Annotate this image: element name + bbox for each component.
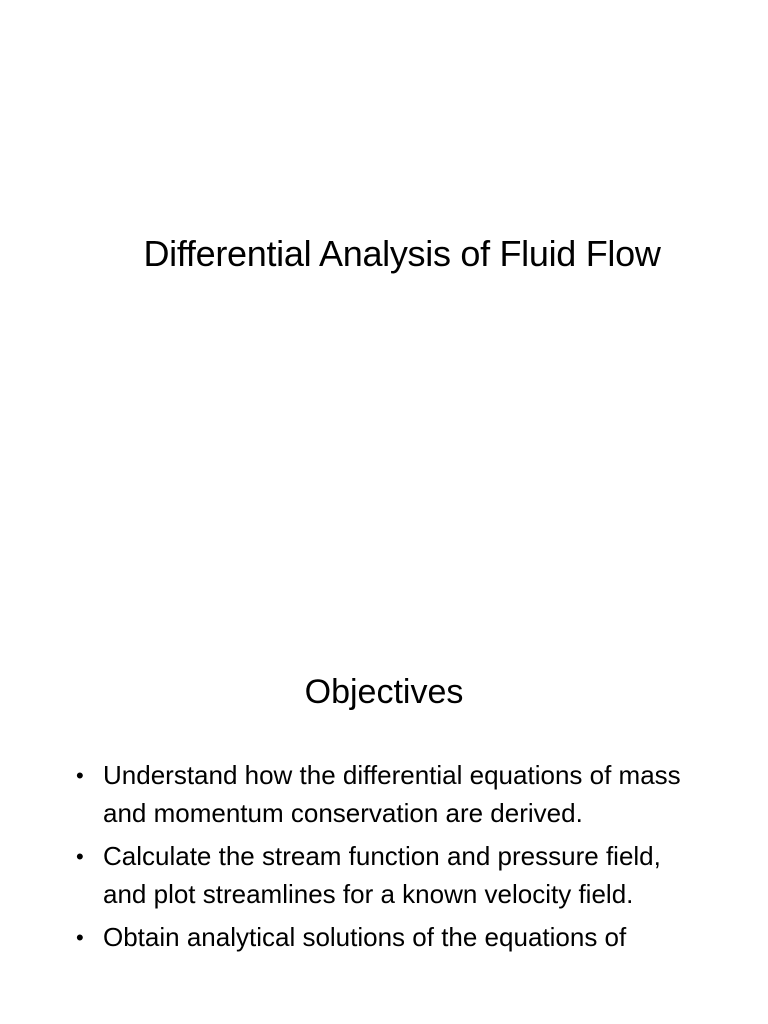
- objective-text: Understand how the differential equations of mass and momentum conservation are derived.: [103, 760, 681, 828]
- bullet-icon: •: [76, 763, 84, 788]
- bullet-icon: •: [76, 925, 84, 950]
- objectives-list: [72, 757, 702, 963]
- objective-item: [72, 757, 702, 832]
- slide-title-heading: Differential Analysis of Fluid Flow: [143, 233, 661, 274]
- objective-item: [72, 919, 702, 957]
- objective-item: [72, 838, 702, 913]
- objective-text: Calculate the stream function and pressure field, and plot streamlines for a known velocity field.: [103, 841, 661, 909]
- bullet-icon: •: [76, 844, 84, 869]
- objectives-heading: Objectives: [304, 673, 464, 711]
- objective-text: Obtain analytical solutions of the equations of: [103, 922, 627, 952]
- slide-objectives: [0, 576, 768, 1024]
